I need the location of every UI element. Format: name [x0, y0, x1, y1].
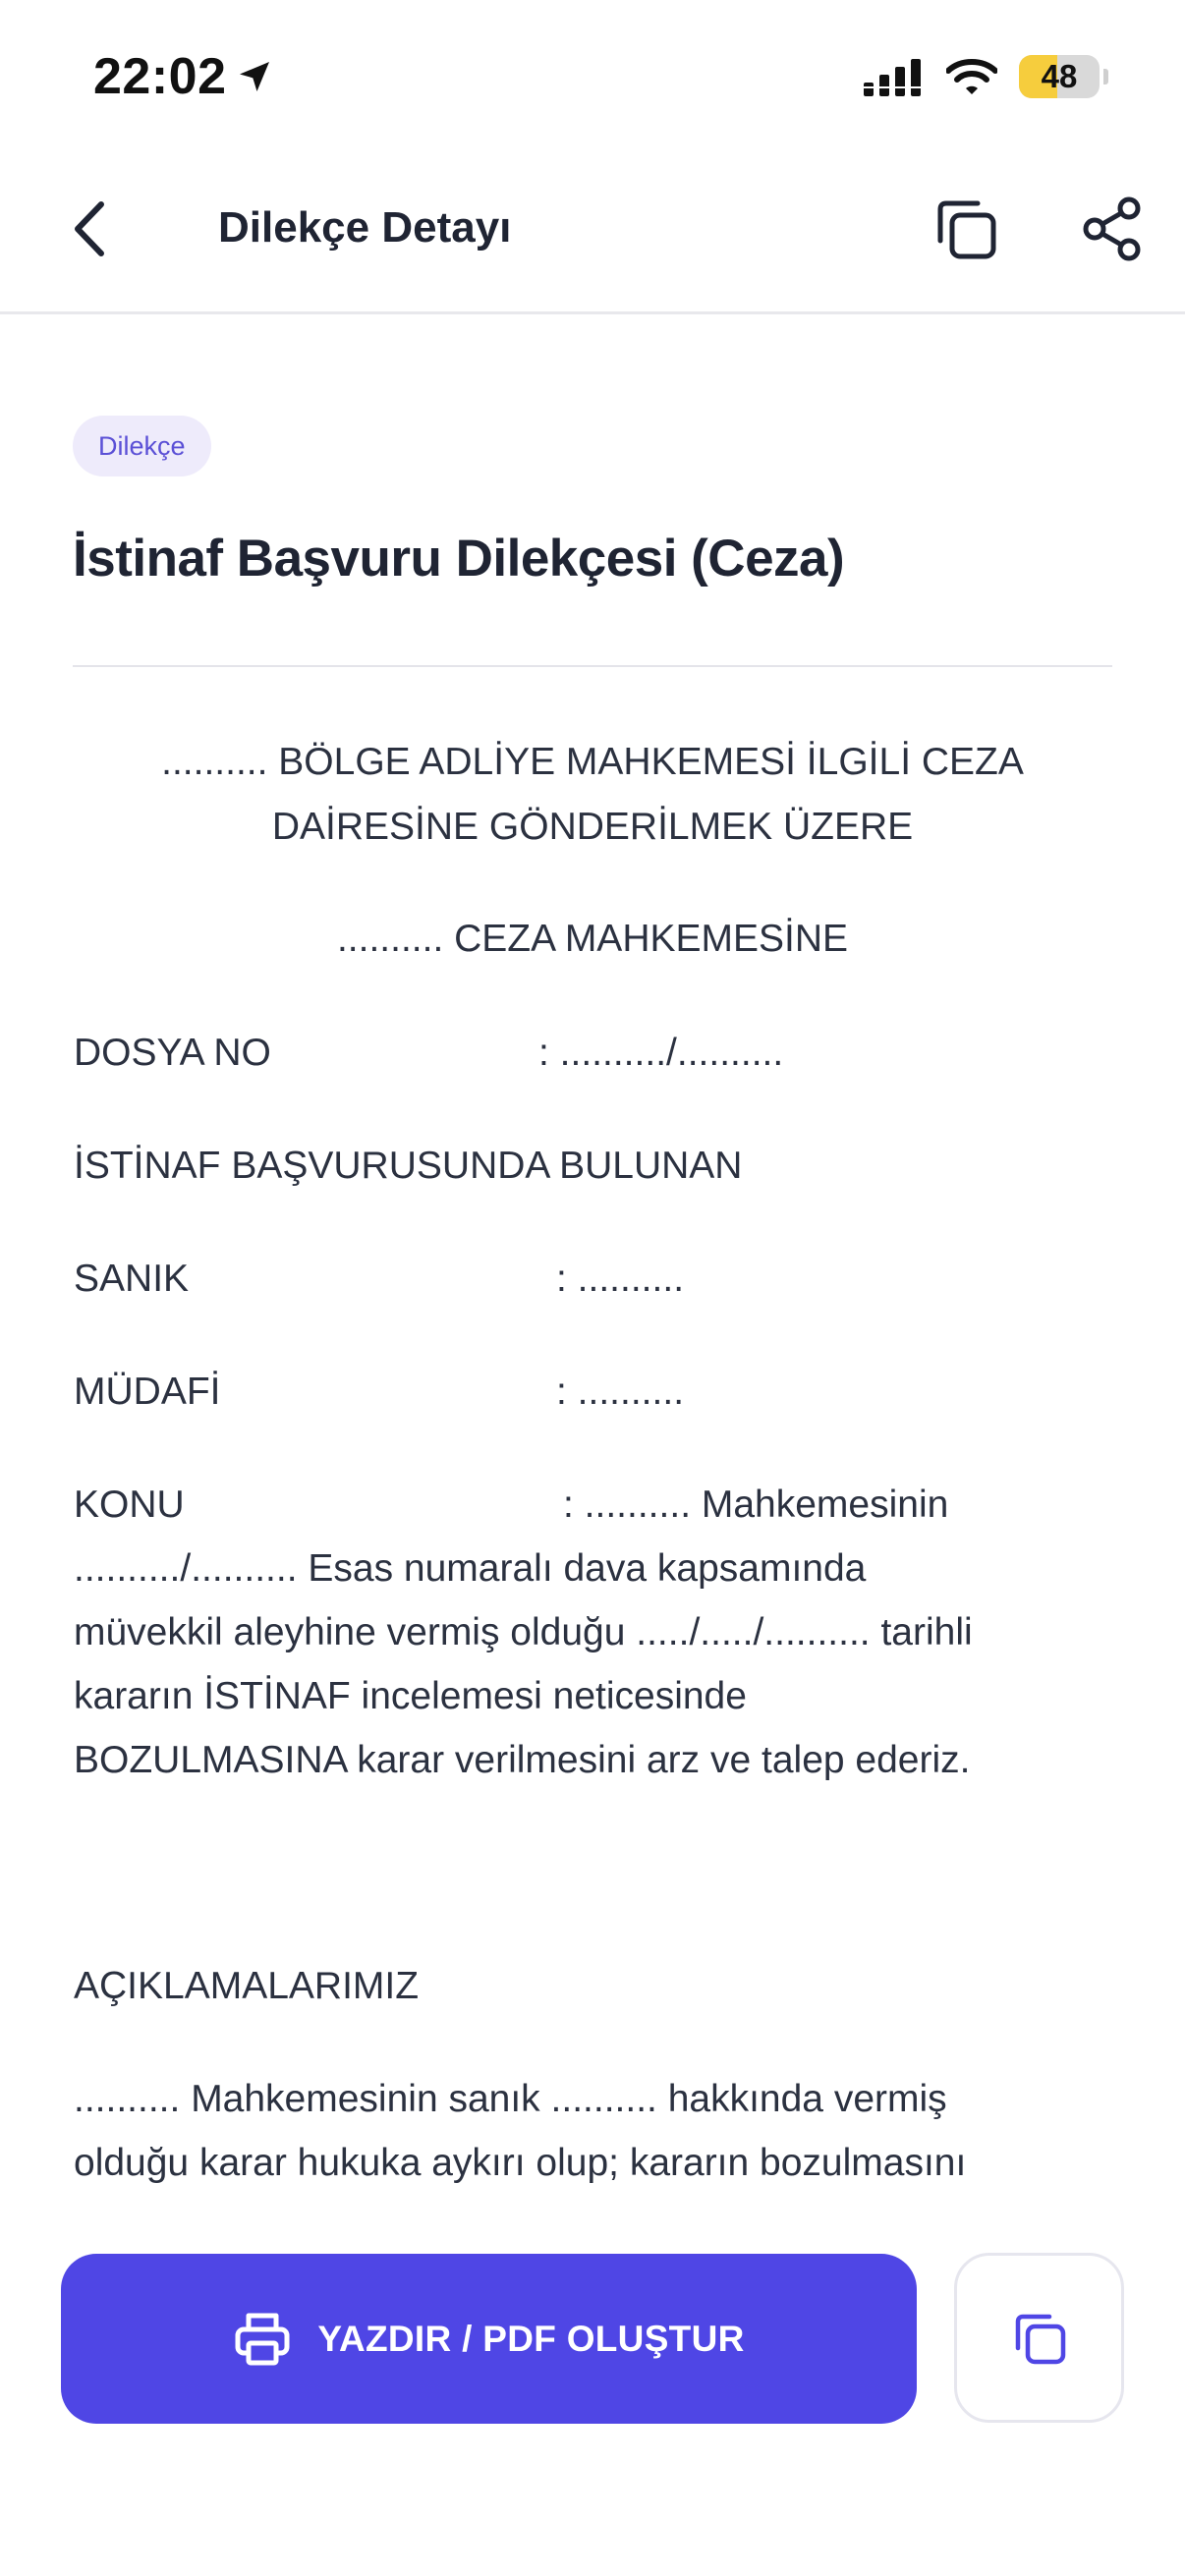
- share-icon: [1082, 196, 1145, 262]
- document-content[interactable]: [0, 314, 1185, 2201]
- title-divider: [73, 665, 1112, 667]
- print-button-label: YAZDIR / PDF OLUŞTUR: [317, 2318, 745, 2359]
- copy-button[interactable]: [928, 191, 1004, 267]
- bottom-action-bar: [0, 2201, 1185, 2576]
- status-indicators: [864, 55, 1108, 98]
- mudafi-label: MÜDAFİ: [74, 1371, 221, 1413]
- status-bar: [0, 0, 1185, 147]
- chevron-left-icon: [68, 198, 111, 259]
- applicant-heading: İSTİNAF BAŞVURUSUNDA BULUNAN: [74, 1145, 743, 1187]
- battery-cap: [1103, 69, 1108, 84]
- dosya-no-value: : ........../..........: [538, 1032, 784, 1074]
- court-name: .......... CEZA MAHKEMESİNE: [336, 918, 849, 960]
- printer-icon: [233, 2310, 292, 2369]
- konu-line-5: BOZULMASINA karar verilmesini arz ve talep ederiz.: [74, 1739, 971, 1781]
- clock-text: 22:02: [93, 48, 227, 105]
- copy-icon: [932, 196, 999, 262]
- konu-line-3: müvekkil aleyhine vermiş olduğu ...../...../.......... tarihli: [74, 1611, 973, 1653]
- wifi-icon: [946, 57, 997, 96]
- konu-value: : .......... Mahkemesinin: [563, 1484, 949, 1526]
- sanik-value: : ..........: [556, 1258, 685, 1300]
- page-title: Dilekçe Detayı: [218, 203, 512, 252]
- court-heading-line2: DAİRESİNE GÖNDERİLMEK ÜZERE: [271, 806, 914, 848]
- aciklamalar-heading: AÇIKLAMALARIMIZ: [74, 1965, 420, 2007]
- dosya-no-label: DOSYA NO: [74, 1032, 271, 1074]
- status-time: [93, 47, 274, 106]
- share-button[interactable]: [1075, 191, 1152, 267]
- copy-text-button[interactable]: [954, 2253, 1124, 2423]
- category-badge: Dilekçe: [73, 416, 211, 476]
- aciklama-line-2: olduğu karar hukuka aykırı olup; kararın bozulmasını: [74, 2142, 967, 2184]
- battery-icon: [1019, 55, 1100, 98]
- konu-line-2: ........../.......... Esas numaralı dava kapsamında: [74, 1547, 867, 1590]
- copy-icon: [1011, 2310, 1068, 2367]
- sanik-label: SANIK: [74, 1258, 190, 1300]
- signal-icon: [864, 57, 925, 96]
- print-pdf-button[interactable]: [61, 2254, 917, 2424]
- aciklama-line-1: .......... Mahkemesinin sanık .......... hakkında vermiş: [74, 2078, 947, 2120]
- konu-line-4: kararın İSTİNAF incelemesi neticesinde: [74, 1675, 747, 1717]
- location-arrow-icon: [235, 57, 274, 96]
- back-button[interactable]: [55, 195, 124, 263]
- konu-label: KONU: [74, 1484, 185, 1526]
- court-heading-line1: .......... BÖLGE ADLİYE MAHKEMESİ İLGİLİ CEZA: [161, 741, 1024, 783]
- battery-level: 48: [1041, 58, 1078, 94]
- nav-bar: [0, 147, 1185, 314]
- mudafi-value: : ..........: [556, 1371, 685, 1413]
- document-title: İstinaf Başvuru Dilekçesi (Ceza): [73, 530, 845, 588]
